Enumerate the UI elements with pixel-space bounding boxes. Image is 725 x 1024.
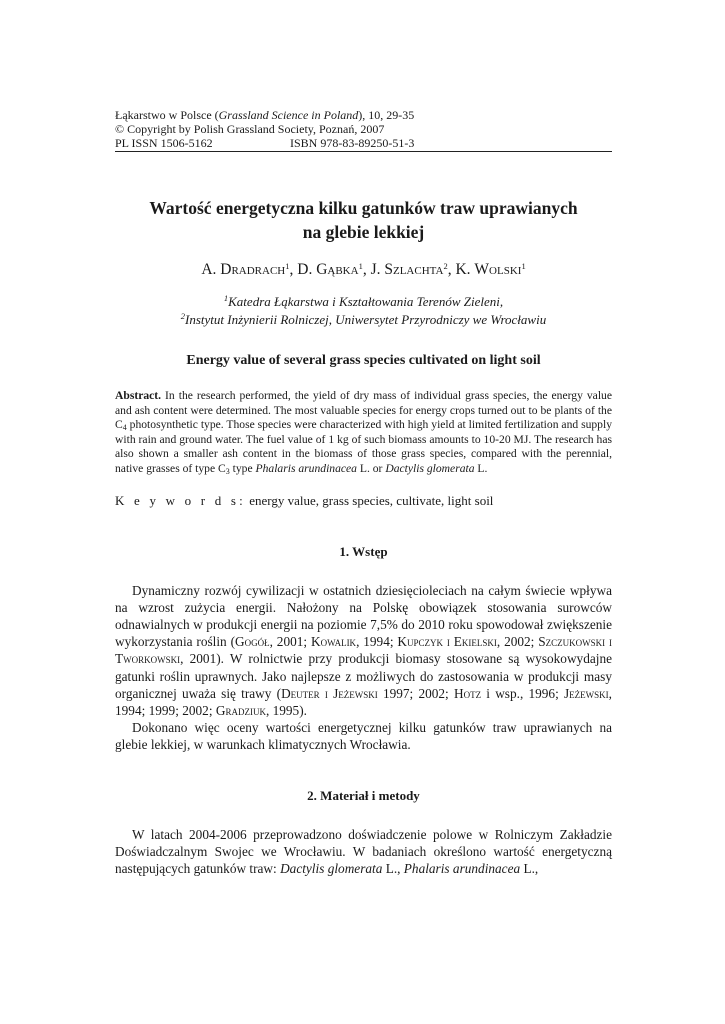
title-line-2: na glebie lekkiej — [302, 222, 425, 242]
affiliation-1: $^1$Katedra Łąkarstwa i Kształtowania Terenów Zieleni, — [223, 293, 504, 309]
keywords — [115, 492, 612, 509]
author-4: K. Wolski$^1$ — [455, 261, 526, 278]
paper-title — [115, 196, 612, 244]
intro-paragraph-1: Dynamiczny rozwój cywilizacji w ostatnich dziesięcioleciach na całym świecie wpływa na wzrost zużycia energii. Nałożony na Polskę obowiązek stosowania surowców odnawialnych w produkcji energii na poziomie 7,5% do 2010 roku spowodował zwiększenie wykorzystania roślin (Gogół, 2001; Kowalik, 1994; Kupczyk i Ekielski, 2002; Szczukowski i Tworkowski, 2001). W rolnictwie przy produkcji biomasy stosowane są wysokowydajne gatunki roślin uprawnych. Jako najlepsze z możliwych do zastosowania w produkcji masy organicznej uważa się trawy (Deuter i Jeżewski 1997; 2002; Hotz i wsp., 1996; Jeżewski, 1994; 1999; 2002; Gradziuk, 1995). — [115, 582, 613, 718]
issn: PL ISSN 1506-5162 — [115, 136, 213, 150]
title-line-1: Wartość energetyczna kilku gatunków traw uprawianych — [149, 198, 578, 218]
english-title: Energy value of several grass species cultivated on light soil — [186, 353, 541, 368]
affiliation-2: $^2$Instytut Inżynierii Rolniczej, Uniwersytet Przyrodniczy we Wrocławiu — [180, 311, 547, 327]
journal-citation — [115, 108, 612, 122]
author-3: J. Szlachta$^2$, — [370, 261, 456, 278]
affiliations — [115, 293, 612, 329]
author-2: D. Gąbka$^1$, — [297, 261, 371, 278]
methods-paragraph-1: W latach 2004-2006 przeprowadzono doświadczenie polowe w Rolniczym Zakładzie Doświadczalnym Swojec we Wrocławiu. W badaniach określono wartość energetyczną następujących gatunków traw: Dactylis glomerata L., Phalaris arundinacea L., — [115, 826, 612, 876]
paper-page — [115, 108, 612, 877]
isbn: ISBN 978-83-89250-51-3 — [290, 136, 415, 150]
intro-paragraph-2: Dokonano więc oceny wartości energetycznej kilku gatunków traw uprawianych na glebie lekkiej, w warunkach klimatycznych Wrocławia. — [115, 720, 612, 753]
section-heading-introduction: 1. Wstęp — [339, 543, 388, 559]
section-heading-methods: 2. Materiał i metody — [307, 787, 420, 803]
abstract: Abstract. In the research performed, the yield of dry mass of individual grass species, the energy value and ash content were determined. The most valuable species for energy crops turned out to be plants of the $C_4$ photosynthetic type. Those species were characterized with high yield at limited fertilization and supply with rain and ground water. The fuel value of 1 kg of such biomass amounts to 10-20 MJ. The research has also shown a smaller ash content in the biomass of those grass species, compared with the perennial, native grasses of type $C_3$ type Phalaris arundinacea L. or Dactylis glomerata L. — [115, 389, 612, 476]
keywords-text: energy value, grass species, cultivate, light soil — [246, 492, 494, 508]
author-list — [115, 260, 612, 280]
copyright-line: © Copyright by Polish Grassland Society, Poznań, 2007 — [115, 122, 385, 136]
author-1: A. Dradrach$^1$, — [201, 261, 298, 278]
header-divider — [115, 151, 612, 152]
journal-header — [115, 108, 612, 152]
abstract-label: Abstract. — [115, 389, 162, 402]
journal-name-en: Grassland Science in Poland — [218, 108, 359, 122]
issn-isbn-row — [115, 136, 612, 150]
keywords-label: K e y w o r d s: — [115, 492, 246, 508]
journal-name-pl: Łąkarstwo w Polsce ( — [115, 108, 219, 122]
journal-volume-pages: ), 10, 29-35 — [358, 108, 415, 122]
